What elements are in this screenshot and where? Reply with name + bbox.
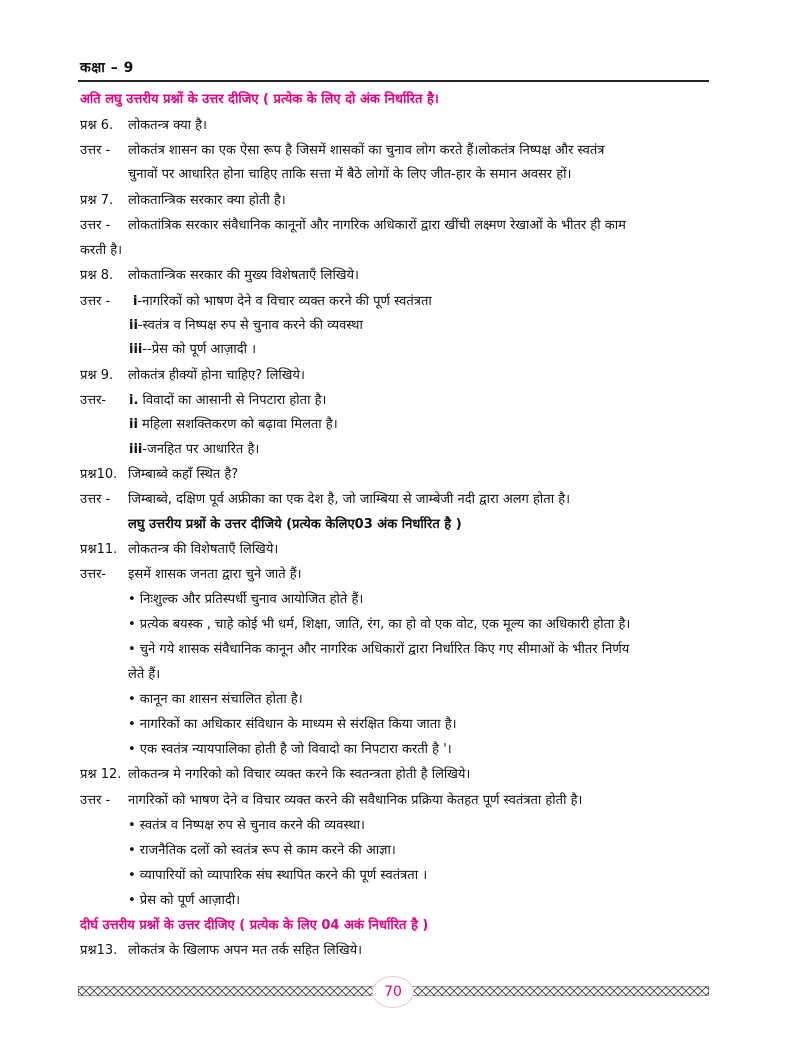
answer-9-point-ii — [129, 417, 338, 433]
question-6-text: लोकतन्त्र क्या है। — [128, 118, 207, 133]
question-10-text: जिम्बाब्वे कहाँ स्थित है? — [128, 467, 239, 482]
answer-7-line-1: लोकतांत्रिक सरकार संवैधानिक कानूनों और नागरिक अधिकारों द्वारा खींची लक्ष्मण रेखाओं के भीतर ही काम — [128, 218, 626, 233]
answer-9-point-ii-number: ii — [129, 417, 138, 432]
answer-6-line-1: लोकतंत्र शासन का एक ऐसा रूप है जिसमें शासकों का चुनाव लोग करते हैं।लोकतंत्र निष्पक्ष और स्वतंत्र — [128, 143, 605, 158]
answer-9-point-ii-text: महिला सशक्तिकरण को बढ़ावा मिलता है। — [137, 417, 338, 432]
answer-9-label: उत्तर- — [80, 393, 107, 408]
header-divider — [78, 80, 709, 82]
answer-8-point-i — [133, 294, 432, 310]
answer-7-line-2: करती है। — [80, 243, 123, 258]
section-heading-short: लघु उत्तरीय प्रश्नों के उत्तर दीजिये (प्रत्येक केलिए03 अंक निर्धारित है ) — [128, 517, 462, 532]
page-number: 70 — [372, 976, 414, 1008]
answer-11-bullet-4: • कानून का शासन संचालित होता है। — [128, 692, 303, 707]
answer-12-bullet-1: • स्वतंत्र व निष्पक्ष रुप से चुनाव करने की व्यवस्था। — [128, 818, 365, 833]
answer-12-intro: नागरिकों को भाषण देने व विचार व्यक्त करने की सवैधानिक प्रक्रिया केतहत पूर्ण स्वतंत्रता होती है। — [128, 793, 583, 808]
question-10-label: प्रश्न10. — [80, 467, 118, 482]
answer-9-point-iii-number: iii — [129, 442, 143, 457]
answer-9-point-i-text: विवादों का आसानी से निपटारा होता है। — [138, 393, 327, 408]
answer-11-bullet-1: • निःशुल्क और प्रतिस्पर्धी चुनाव आयोजित होते हैं। — [128, 592, 364, 607]
answer-12-bullet-2: • राजनैतिक दलों को स्वतंत्र रूप से काम करने की आज्ञा। — [128, 843, 396, 858]
answer-6-line-2: चुनावों पर आधारित होना चाहिए ताकि सत्ता में बैठे लोगों के लिए जीत-हार के समान अवसर हों। — [128, 167, 572, 182]
answer-8-point-i-text: -नागरिकों को भाषण देने व विचार व्यक्त करने की पूर्ण स्वतंत्रता — [137, 294, 432, 309]
answer-8-point-ii-number: ii — [129, 318, 138, 333]
answer-11-intro: इसमें शासक जनता द्वारा चुने जाते हैं। — [128, 567, 302, 582]
question-9-label: प्रश्न 9. — [80, 368, 114, 383]
answer-11-bullet-6: • एक स्वतंत्र न्यायपालिका होती है जो विवादो का निपटारा करती है '। — [128, 742, 452, 757]
section-heading-very-short: अति लघु उत्तरीय प्रश्नों के उत्तर दीजिए ( प्रत्येक के लिए दो अंक निर्धारित है। — [80, 92, 439, 107]
question-7-label: प्रश्न 7. — [80, 193, 114, 208]
answer-8-point-i-number: i — [133, 294, 138, 309]
answer-6-label: उत्तर - — [80, 143, 111, 158]
answer-11-label: उत्तर- — [80, 567, 107, 582]
question-13-label: प्रश्न13. — [80, 943, 118, 958]
answer-12-label: उत्तर - — [80, 793, 111, 808]
answer-10-label: उत्तर - — [80, 492, 111, 507]
question-9-text: लोकतंत्र हीक्यों होना चाहिए? लिखिये। — [128, 368, 305, 383]
answer-8-point-iii — [129, 342, 256, 358]
class-header: कक्षा – 9 — [80, 60, 134, 76]
question-11-label: प्रश्न11. — [80, 542, 118, 557]
answer-10-text: जिम्बाब्वे, दक्षिण पूर्व अफ्रीका का एक देश है, जो जाम्बिया से जाम्बेजी नदी द्वारा अलग होता है। — [128, 492, 571, 507]
question-13-text: लोकतंत्र के खिलाफ अपन मत तर्क सहित लिखिये। — [128, 943, 363, 958]
question-12-label: प्रश्न 12. — [80, 767, 122, 782]
answer-9-point-iii — [129, 442, 259, 458]
answer-12-bullet-4: • प्रेस को पूर्ण आज़ादी। — [128, 893, 241, 908]
answer-9-point-iii-text: -जनहित पर आधारित है। — [142, 442, 260, 457]
answer-9-point-i — [129, 393, 326, 409]
answer-8-label: उत्तर - — [80, 294, 111, 309]
answer-11-bullet-3-line-1: • चुने गये शासक संवैधानिक कानून और नागरिक अधिकारों द्वारा निर्धारित किए गए सीमाओं के भीतर निर्णय — [128, 642, 630, 657]
answer-11-bullet-3-line-2: लेते हैं। — [128, 667, 161, 682]
answer-12-bullet-3: • व्यापारियों को व्यापारिक संघ स्थापित करने की पूर्ण स्वतंत्रता । — [128, 868, 428, 883]
question-11-text: लोकतन्त्र की विशेषताएँ लिखिये। — [128, 542, 279, 557]
answer-9-point-i-number: i. — [129, 393, 139, 408]
question-8-label: प्रश्न 8. — [80, 268, 114, 283]
question-6-label: प्रश्न 6. — [80, 118, 114, 133]
answer-8-point-ii-text: -स्वतंत्र व निष्पक्ष रुप से चुनाव करने की व्यवस्था — [137, 318, 363, 333]
answer-11-bullet-2: • प्रत्येक बयस्क , चाहे कोई भी धर्म, शिक्षा, जाति, रंग, का हो वो एक वोट, एक मूल्य का अधिकारी होता है। — [128, 617, 631, 632]
question-8-text: लोकतान्त्रिक सरकार की मुख्य विशेषताएँ लिखिये। — [128, 268, 359, 283]
answer-8-point-iii-number: iii — [129, 342, 143, 357]
answer-7-label: उत्तर - — [80, 218, 111, 233]
answer-8-point-ii — [129, 318, 363, 334]
question-12-text: लोकतन्त्र मे नगरिको को विचार व्यक्त करने कि स्वतन्त्रता होती है लिखिये। — [128, 767, 471, 782]
answer-8-point-iii-text: --प्रेस को पूर्ण आज़ादी । — [142, 342, 257, 357]
answer-11-bullet-5: • नागरिकों का अधिकार संविधान के माध्यम से संरक्षित किया जाता है। — [128, 717, 457, 732]
question-7-text: लोकतान्त्रिक सरकार क्या होती है। — [128, 193, 286, 208]
section-heading-long: दीर्घ उत्तरीय प्रश्नों के उत्तर दीजिए ( प्रत्येक के लिए 04 अकं निर्धारित है ) — [80, 918, 429, 933]
